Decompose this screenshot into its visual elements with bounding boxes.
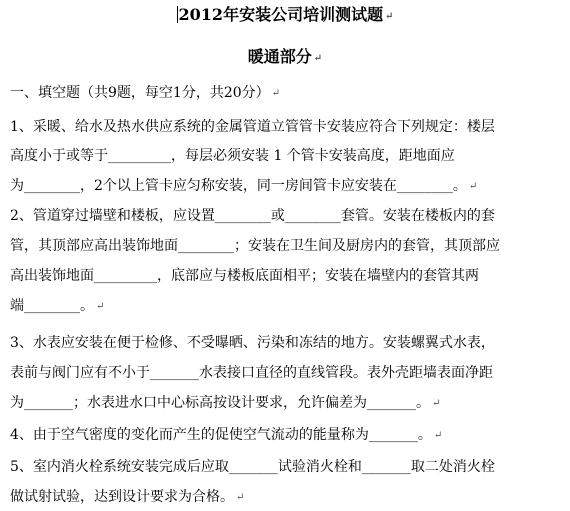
question-1-line-2 [10,146,562,166]
text-cursor [177,6,178,23]
question-1-line-3 [10,176,562,197]
question-2-line-2 [10,236,562,256]
question-5-line-1 [10,457,562,477]
question-3-line-2 [10,363,562,383]
question-text: 做试射试验，达到设计要求为合格。 [10,489,234,505]
paragraph-mark-icon: ↵ [236,492,245,503]
question-text: 2、管道穿过墙壁和楼板，应设置________或________套管。安装在楼板内的套 [10,208,495,224]
paragraph-mark-icon: ↵ [468,181,478,192]
question-text: 1、采暖、给水及热水供应系统的金属管道立管管卡安装应符合下列规定：楼层 [10,119,495,135]
question-2-line-1 [10,206,562,226]
question-4-line-1 [10,425,562,446]
paragraph-mark-icon: ↵ [96,301,105,312]
question-2-line-3 [10,266,562,286]
exam-title: 2012年安装公司培训测试题 [178,5,384,24]
question-5-line-2 [10,487,562,508]
question-text: 高度小于或等于_________，每层必须安装 1 个管卡安装高度，距地面应 [10,148,455,164]
question-text: 3、水表应安装在便于检修、不受曝晒、污染和冻结的地方。安装螺翼式水表， [10,335,495,351]
question-text: 4、由于空气密度的变化而产生的促使空气流动的能量称为_______。 [10,427,432,443]
paragraph-mark-icon: ↵ [432,398,441,409]
question-text: 端________。 [10,298,94,314]
question-2-line-4 [10,296,562,317]
section-subtitle: 暖通部分 [247,47,312,66]
paragraph-mark-icon: ↵ [385,11,394,22]
question-text: 为________，2个以上管卡应匀称安装，同一房间管卡应安装在________。 [10,178,467,194]
question-1-line-1 [10,117,562,137]
question-text: 表前与阀门应有不小于_______水表接口直径的直线管段。表外壳距墙表面净距 [10,365,493,381]
paragraph-mark-icon: ↵ [313,53,323,64]
paragraph-mark-icon: ↵ [271,88,281,99]
section-heading-line [10,83,562,104]
section-heading: 一、填空题（共9题，每空1分，共20分） [10,85,270,101]
question-text: 管，其顶部应高出装饰地面________；安装在卫生间及厨房内的套管，其顶部应 [10,238,500,254]
question-text: 5、室内消火栓系统安装完成后应取_______试验消火栓和_______取二处消火栓 [10,459,495,475]
exam-title-line [0,4,570,28]
question-text: 高出装饰地面_________，底部应与楼板底面相平；安装在墙壁内的套管其两 [10,268,479,284]
question-3-line-1 [10,333,562,353]
paragraph-mark-icon: ↵ [433,430,443,441]
question-text: 为_______；水表进水口中心标高按设计要求，允许偏差为_______。 [10,395,430,411]
section-subtitle-line [0,46,570,70]
question-3-line-3 [10,393,562,414]
